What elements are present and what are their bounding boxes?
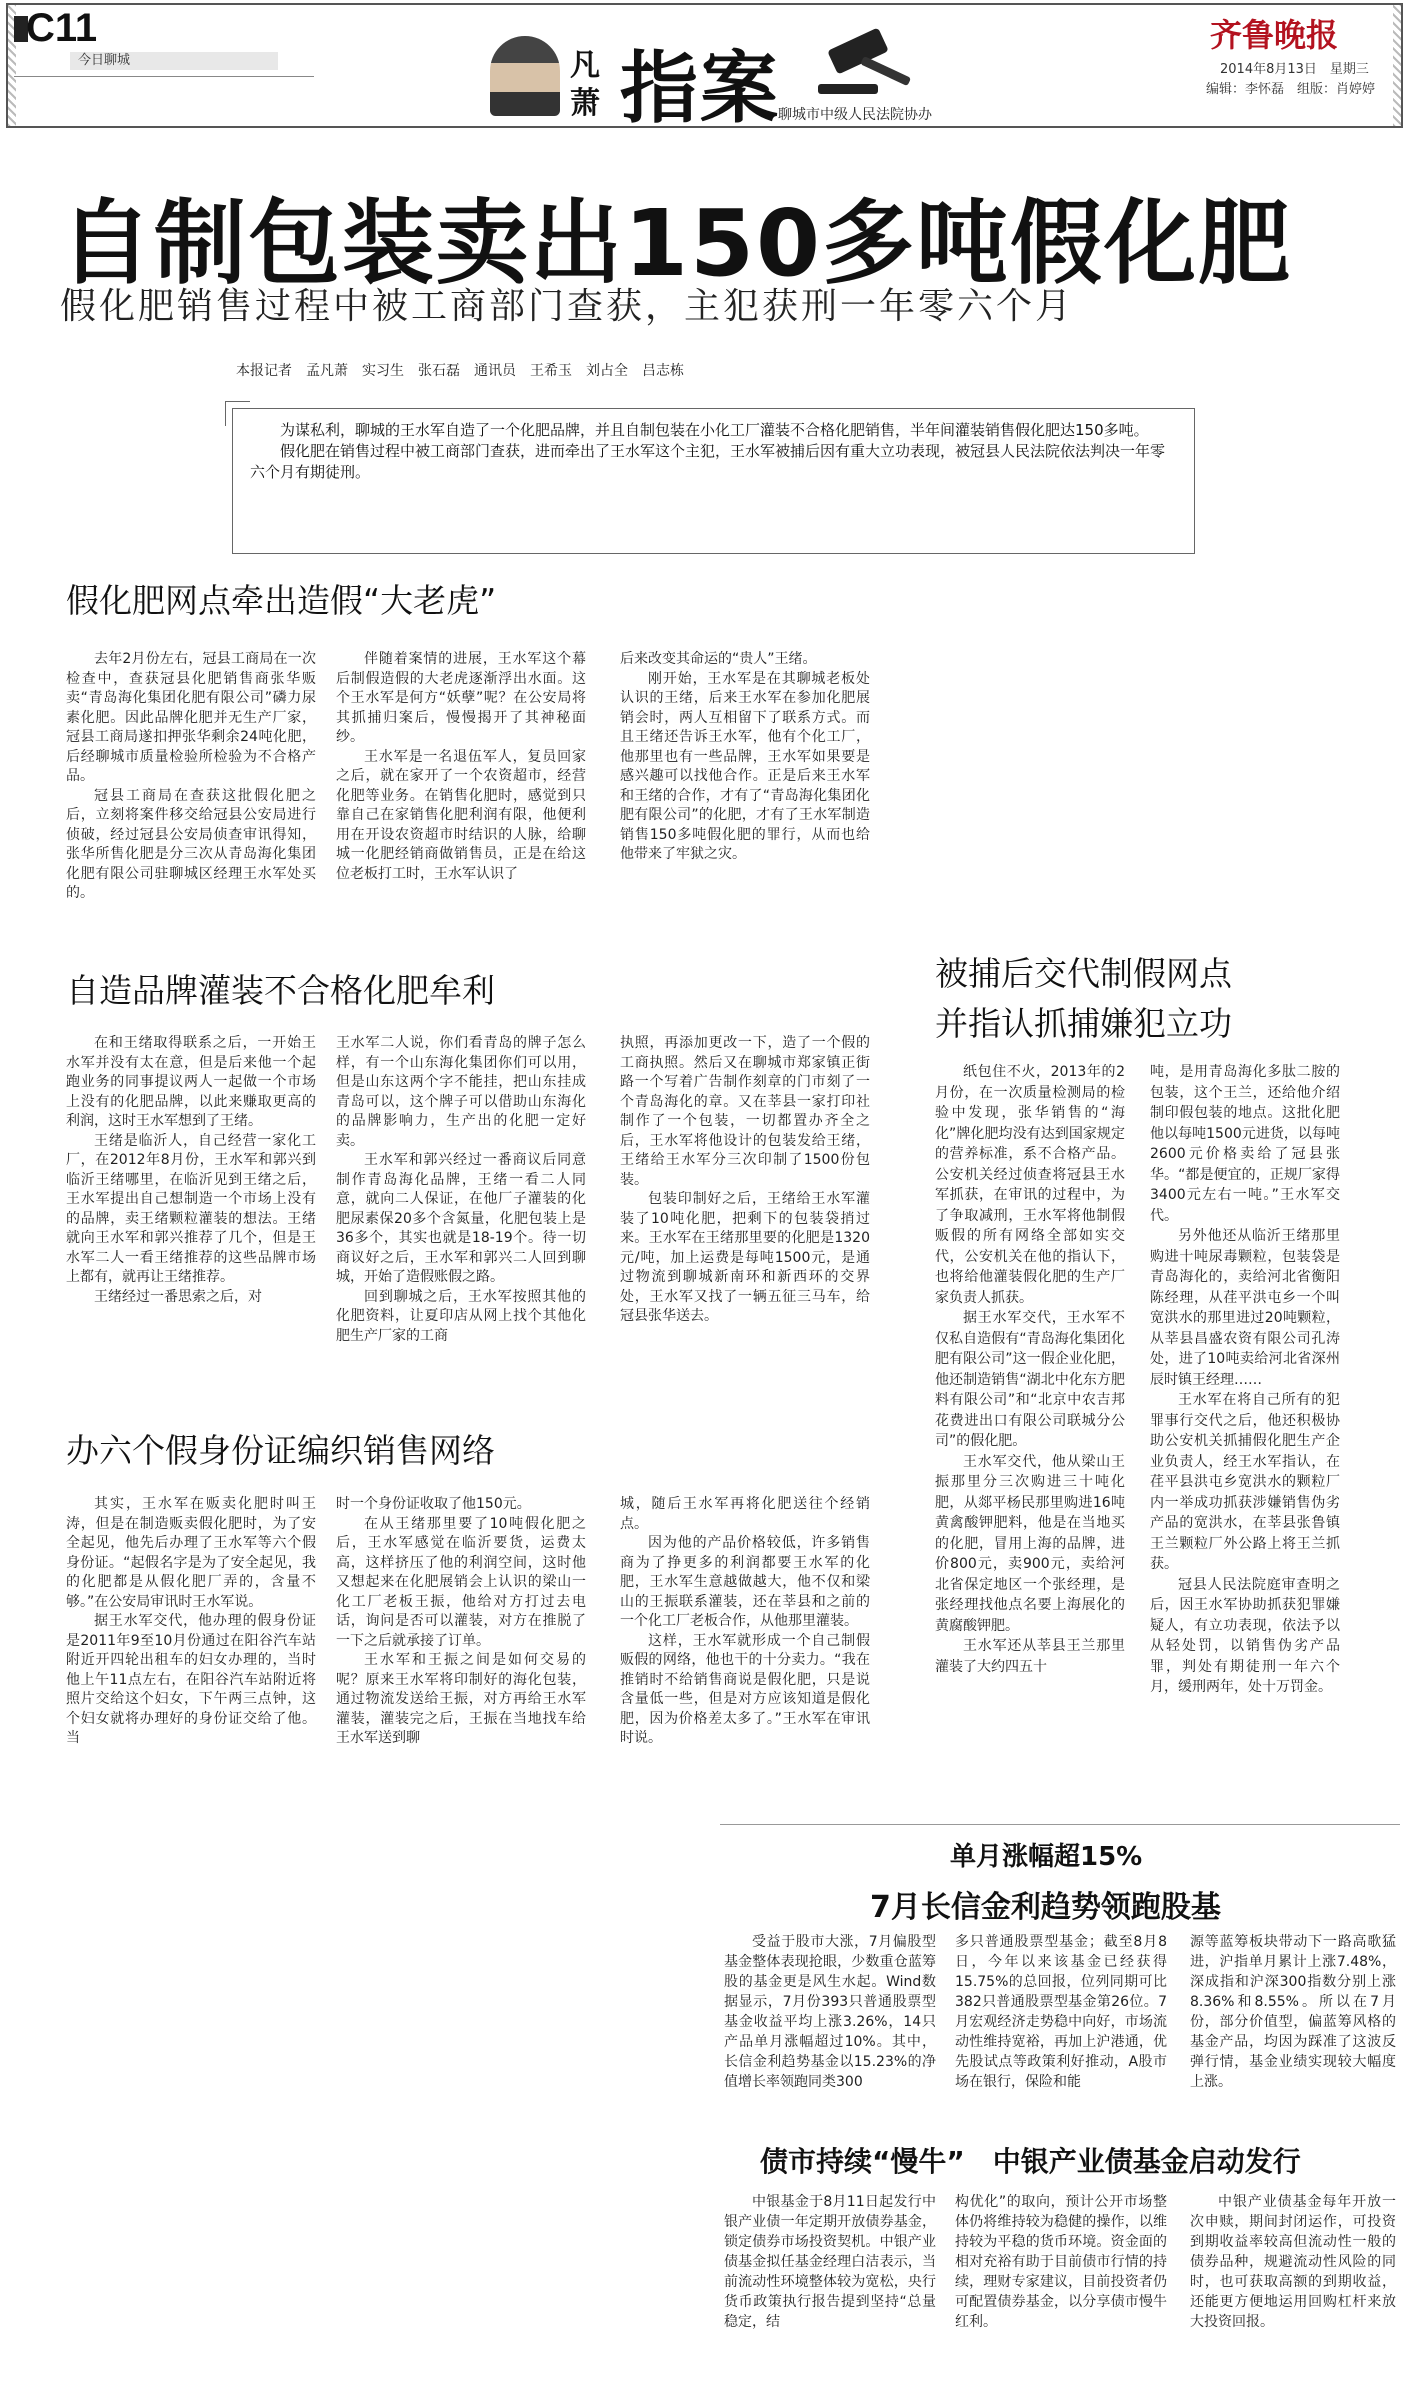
columnist-name-1: 凡 bbox=[570, 48, 600, 83]
section-label: 今日聊城 bbox=[70, 52, 278, 70]
paragraph: 回到聊城之后，王水军按照其他的化肥资料，让夏印店从网上找个其他化肥生产厂家的工商 bbox=[336, 1288, 586, 1344]
header-right-pattern bbox=[1393, 5, 1401, 126]
paragraph: 据王水军交代，他办理的假身份证是2011年9至10月份通过在阳谷汽车站附近开四轮出租车的妇女办理的，当时他上午11点左右，在阳谷汽车站附近将照片交给这个妇女，下午两三点钟，这个妇女就将办理好的身份证交给了他。当 bbox=[66, 1613, 316, 1746]
section-title-4-line-2: 并指认抓捕嫌犯立功 bbox=[935, 1004, 1232, 1043]
paragraph: 王水军在将自己所有的犯罪事行交代之后，他还积极协助公安机关抓捕假化肥生产企业负责人，经王水军指认，在荏平县洪屯乡宽洪水的颗粒厂内一举成功抓获涉嫌销售伪劣产品的宽洪水，在莘县张鲁镇王兰颗粒厂外公路上将王兰抓获。 bbox=[1150, 1392, 1340, 1572]
fund1-column-3 bbox=[1190, 1932, 1396, 2092]
paragraph: 王水军和王振之间是如何交易的呢？原来王水军将印制好的海化包装，通过物流发送给王振，对方再给王水军灌装，灌装完之后，王振在当地找车给王水军送到聊 bbox=[336, 1652, 586, 1746]
paragraph: 王水军二人说，你们看青岛的牌子怎么样，有一个山东海化集团你们可以用，但是山东这两个字不能挂，把山东挂成青岛可以，这个牌子可以借助山东海化的品牌影响力，生产出的化肥一定好卖。 bbox=[336, 1035, 586, 1149]
section1-column-3 bbox=[620, 650, 870, 865]
editor-credit: 编辑：李怀磊 组版：肖婷婷 bbox=[1206, 82, 1376, 97]
paragraph: 中银基金于8月11日起发行中银产业债一年定期开放债券基金，锁定债券市场投资契机。中银产业债基金拟任基金经理白洁表示，当前流动性环境整体较为宽松，央行货币政策执行报告提到坚持“总量稳定，结 bbox=[724, 2194, 936, 2330]
paragraph: 因为他的产品价格较低，许多销售商为了挣更多的利润都要王水军的化肥，王水军生意越做越大，他不仅和梁山的王振联系灌装，还在莘县和之前的一个化工厂老板合作，从他那里灌装。 bbox=[620, 1535, 870, 1629]
paragraph: 王绪经过一番思索之后，对 bbox=[94, 1288, 262, 1305]
paragraph: 多只普通股票型基金；截至8月8日，今年以来该基金已经获得15.75%的总回报，位列同期可比382只普通股票型基金第26位。7月宏观经济走势稳中向好，市场流动性维持宽裕，再加上沪港通，优先股试点等政策利好推动，A股市场在银行，保险和能 bbox=[955, 1934, 1167, 2090]
paragraph: 王绪是临沂人，自己经营一家化工厂，在2012年8月份，王水军和郭兴到临沂王绪哪里，在临沂见到王绪之后，王水军提出自己想制造一个市场上没有的品牌，卖王绪颗粒灌装的想法。王绪就向王水军和郭兴推荐了几个，但是王水军二人一看王绪推荐的这些品牌市场上都有，就再让王绪推荐。 bbox=[66, 1132, 316, 1285]
section3-column-1 bbox=[66, 1495, 316, 1749]
gavel-icon bbox=[812, 22, 922, 102]
paragraph: 冠县人民法院庭审查明之后，因王水军协助抓获犯罪嫌疑人，有立功表现，依法予以从轻处罚，以销售伪劣产品罪，判处有期徒刑一年六个月，缓刑两年，处十万罚金。 bbox=[1150, 1576, 1340, 1695]
issue-date: 2014年8月13日 星期三 bbox=[1220, 62, 1369, 77]
subheadline: 假化肥销售过程中被工商部门查获，主犯获刑一年零六个月 bbox=[60, 286, 1075, 327]
paragraph: 冠县工商局在查获这批假化肥之后，立刻将案件移交给冠县公安局进行侦破，经过冠县公安局侦查审讯得知，张华所售化肥是分三次从青岛海化集团化肥有限公司驻聊城区经理王水军处买的。 bbox=[66, 787, 316, 901]
byline: 本报记者 孟凡萧 实习生 张石磊 通讯员 王希玉 刘占全 吕志栋 bbox=[236, 363, 684, 379]
columnist-name-2: 萧 bbox=[570, 86, 600, 121]
paragraph: 源等蓝筹板块带动下一路高歌猛进，沪指单月累计上涨7.48%，深成指和沪深300指数分别上涨8.36%和8.55%。所以在7月份，部分价值型，偏蓝筹风格的基金产品，均因为踩准了这波反弹行情，基金业绩实现较大幅度上涨。 bbox=[1190, 1934, 1396, 2090]
lead-text bbox=[250, 420, 1175, 483]
paragraph: 据王水军交代，王水军不仅私自造假有“青岛海化集团化肥有限公司”这一假企业化肥，他还制造销售“湖北中化东方肥料有限公司”和“北京中农吉邦花费进出口有限公司联城分公司”的假化肥。 bbox=[935, 1310, 1125, 1449]
header-rule bbox=[14, 76, 314, 77]
paragraph: 后来改变其命运的“贵人”王绪。 bbox=[620, 651, 817, 667]
paragraph: 王水军交代，他从梁山王振那里分三次购进三十吨化肥，从郯平杨民那里购进16吨黄禽酸钾肥料，他是在当地买的化肥，冒用上海的品牌，进价800元，卖900元，卖给河北省保定地区一个张经理，是张经理找他点名要上海展化的黄腐酸钾肥。 bbox=[935, 1453, 1125, 1634]
page-label: C11 bbox=[26, 6, 98, 50]
paragraph: 时一个身份证收取了他150元。 bbox=[336, 1496, 531, 1512]
columnist-avatar bbox=[490, 36, 560, 116]
section2-column-1 bbox=[66, 1034, 316, 1307]
paragraph: 执照，再添加更改一下，造了一个假的工商执照。然后又在聊城市郑家镇正街路一个写着广告制作刻章的门市刻了一个青岛海化的章。又在莘县一家打印社制作了一个包装，一切都置办齐全之后，王水军将他设计的包装发给王绪，王绪给王水军分三次印制了1500份包装。 bbox=[620, 1035, 870, 1188]
paragraph: 伴随着案情的进展，王水军这个幕后制假造假的大老虎逐渐浮出水面。这个王水军是何方“妖孽”呢？在公安局将其抓捕归案后，慢慢揭开了其神秘面纱。 bbox=[336, 651, 586, 745]
paragraph: 受益于股市大涨，7月偏股型基金整体表现抢眼，少数重仓蓝筹股的基金更是风生水起。Wind数据显示，7月份393只普通股票型基金收益平均上涨3.26%，14只产品单月涨幅超过10%。其中，长信金利趋势基金以15.23%的净值增长率领跑同类300 bbox=[724, 1934, 936, 2090]
section-title-1: 假化肥网点牵出造假“大老虎” bbox=[66, 581, 497, 620]
headline: 自制包装卖出150多吨假化肥 bbox=[60, 190, 1293, 297]
paragraph: 纸包住不火，2013年的2月份，在一次质量检测局的检验中发现，张华销售的“海化”牌化肥均没有达到国家规定的营养标准，系不合格产品。公安机关经过侦查将冠县王水军抓获，在审讯的过程中，为了争取减刑，王水军将他制假贩假的所有网络全部如实交代，公安机关在他的指认下，也将给他灌装假化肥的生产厂家负责人抓获。 bbox=[935, 1064, 1125, 1306]
fund1-column-2 bbox=[955, 1932, 1167, 2092]
paragraph: 去年2月份左右，冠县工商局在一次检查中，查获冠县化肥销售商张华贩卖“青岛海化集团化肥有限公司”磷力尿素化肥。因此品牌化肥并无生产厂家，冠县工商局遂扣押张华剩余24吨化肥，后经聊城市质量检验所检验为不合格产品。 bbox=[66, 651, 316, 784]
paragraph: 在和王绪取得联系之后，一开始王水军并没有太在意，但是后来他一个起跑业务的同事提议两人一起做一个市场上没有的化肥品牌，以此来赚取更高的利润，这时王水军想到了王绪。 bbox=[66, 1035, 316, 1129]
paragraph: 王水军是一名退伍军人，复员回家之后，就在家开了一个农资超市，经营化肥等业务。在销售化肥时，感觉到只靠自己在家销售化肥利润有限，他便利用在开设农资超市时结识的人脉，给聊城一化肥经销商做销售员，正是在给这位老板打工时，王水军认识了 bbox=[336, 748, 586, 882]
fund1-title-line-1: 单月涨幅超15% bbox=[950, 1842, 1143, 1872]
fund1-title-line-2: 7月长信金利趋势领跑股基 bbox=[870, 1890, 1221, 1925]
column-title: 指案 bbox=[620, 43, 781, 134]
paragraph: 构优化”的取向，预计公开市场整体仍将维持较为稳健的操作，以维持较为平稳的货币环境。资金面的相对充裕有助于目前债市行情的持续，理财专家建议，目前投资者仍可配置债券基金，以分享债市慢牛红利。 bbox=[955, 2194, 1167, 2330]
lead-paragraph: 假化肥在销售过程中被工商部门查获，进而牵出了王水军这个主犯，王水军被捕后因有重大立功表现，被冠县人民法院依法判决一年零六个月有期徒刑。 bbox=[250, 442, 1166, 481]
section2-column-2 bbox=[336, 1034, 586, 1346]
paragraph: 王水军和郭兴经过一番商议后同意制作青岛海化品牌，王绪一看二人同意，就向二人保证，在他厂子灌装的化肥尿素保20多个含氮量，化肥包装上是36多个，其实也就是18-19个。待一切商议好之后，王水军和郭兴二人回到聊城，开始了造假账假之路。 bbox=[336, 1152, 586, 1285]
paragraph: 其实，王水军在贩卖化肥时叫王涛，但是在制造贩卖假化肥时，为了安全起见，他先后办理了王水军等六个假身份证。“起假名字是为了安全起见，我的化肥都是从假化肥厂弄的，含量不够。”在公安局审讯时王水军说。 bbox=[66, 1496, 316, 1610]
paragraph: 刚开始，王水军是在其聊城老板处认识的王绪，后来王水军在参加化肥展销会时，两人互相留下了联系方式。而且王绪还告诉王水军，他有个化工厂，他那里也有一些品牌，王水军如果要是感兴趣可以找他合作。正是后来王水军和王绪的合作，才有了“青岛海化集团化肥有限公司”的化肥，才有了王水军制造销售150多吨假化肥的罪行，从而也给他带来了牢狱之灾。 bbox=[620, 670, 870, 862]
paragraph: 这样，王水军就形成一个自己制假贩假的网络，他也干的十分卖力。“我在推销时不给销售商说是假化肥，只是说含量低一些，但是对方应该知道是假化肥，因为价格差太多了。”王水军在审讯时说。 bbox=[620, 1632, 870, 1746]
paragraph: 城，随后王水军再将化肥送往个经销点。 bbox=[620, 1496, 870, 1532]
section-title-3: 办六个假身份证编织销售网络 bbox=[66, 1431, 495, 1470]
paragraph: 包装印制好之后，王绪给王水军灌装了10吨化肥，把剩下的包装袋捎过来。王水军在王绪那里要的化肥是1320元/吨，加上运费是每吨1500元，是通过物流到聊城新南环和新西环的交界处，王水军又找了一辆五征三马车，给冠县张华送去。 bbox=[620, 1191, 870, 1324]
section-title-4-line-1: 被捕后交代制假网点 bbox=[935, 954, 1232, 993]
fund2-column-3 bbox=[1190, 2192, 1396, 2332]
paragraph: 吨，是用青岛海化多肽二胺的包装，这个王兰，还给他介绍制印假包装的地点。这批化肥他以每吨1500元进货，以每吨2600元价格卖给了冠县张华。“都是便宜的，正规厂家得3400元左右一吨。”王水军交代。 bbox=[1150, 1064, 1340, 1224]
paragraph: 王水军还从莘县王兰那里灌装了大约四五十 bbox=[935, 1638, 1125, 1675]
partner-court: 聊城市中级人民法院协办 bbox=[778, 107, 932, 123]
section3-column-2 bbox=[336, 1495, 586, 1749]
fund1-column-1 bbox=[724, 1932, 936, 2092]
lead-paragraph: 为谋私利，聊城的王水军自造了一个化肥品牌，并且自制包装在小化工厂灌装不合格化肥销售，半年间灌装销售假化肥达150多吨。 bbox=[280, 421, 1149, 439]
section-title-2: 自造品牌灌装不合格化肥牟利 bbox=[66, 971, 495, 1010]
section3-column-3 bbox=[620, 1495, 870, 1749]
paragraph: 在从王绪那里要了10吨假化肥之后，王水军感觉在临沂要货，运费太高，这样挤压了他的利润空间，这时他又想起来在化肥展销会上认识的梁山一化工厂老板王振，他给对方打过去电话，询问是否可以灌装，对方在推脱了一下之后就承接了订单。 bbox=[336, 1515, 586, 1649]
fund-divider bbox=[720, 1824, 1400, 1825]
section4-column-1 bbox=[935, 1062, 1125, 1677]
section2-column-3 bbox=[620, 1034, 870, 1327]
fund2-column-1 bbox=[724, 2192, 936, 2332]
fund2-column-2 bbox=[955, 2192, 1167, 2332]
section1-column-2 bbox=[336, 650, 586, 884]
paragraph: 中银产业债基金每年开放一次申赎，期间封闭运作，可投资到期收益率较高但流动性一般的债券品种，规避流动性风险的同时，也可获取高额的到期收益，还能更方便地运用回购杠杆来放大投资回报。 bbox=[1190, 2194, 1396, 2330]
section1-column-1 bbox=[66, 650, 316, 904]
fund2-title: 债市持续“慢牛” 中银产业债基金启动发行 bbox=[760, 2145, 1301, 2178]
section4-column-2 bbox=[1150, 1062, 1340, 1698]
newspaper-logo: 齐鲁晚报 bbox=[1210, 16, 1339, 54]
paragraph: 另外他还从临沂王绪那里购进十吨尿毒颗粒，包装袋是青岛海化的，卖给河北省衡阳陈经理，从荏平洪屯乡一个叫宽洪水的那里进过20吨颗粒，从莘县昌盛农资有限公司孔涛处，进了10吨卖给河北省深州辰时镇王经理…… bbox=[1150, 1228, 1340, 1388]
